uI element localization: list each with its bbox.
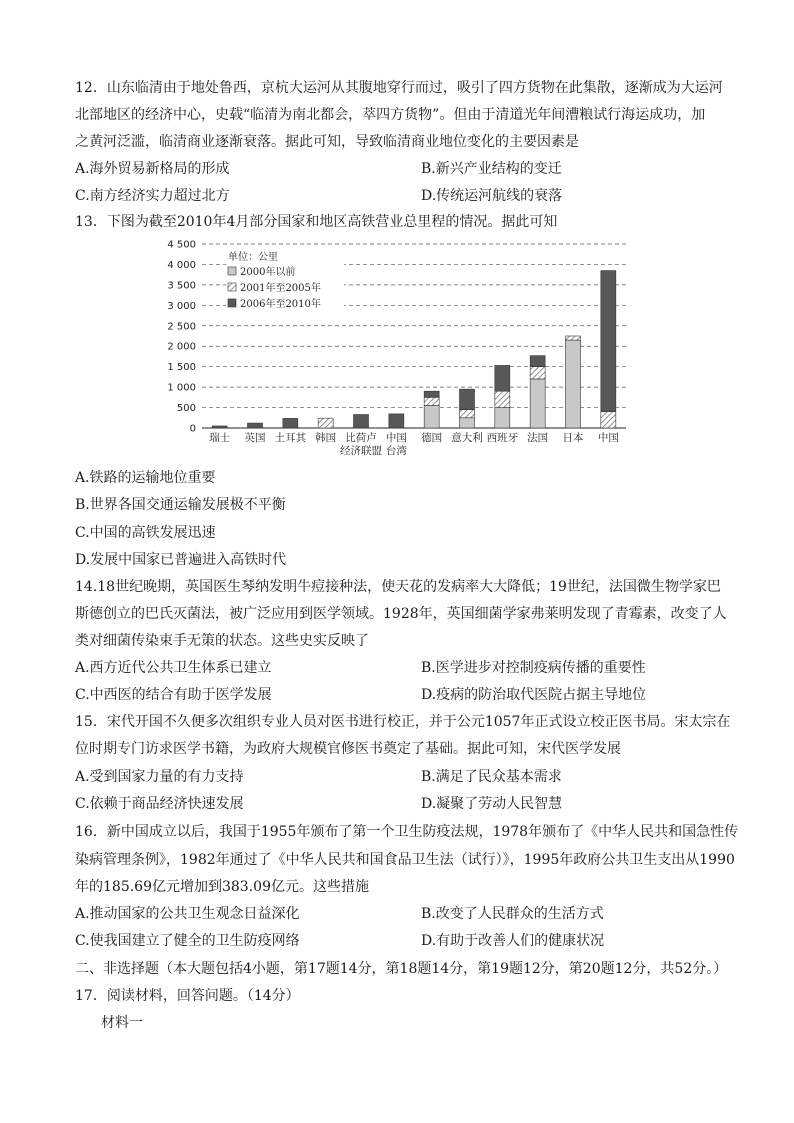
q12-stem-line-3: 之黄河泛滥，临清商业逐渐衰落。据此可知，导致临清商业地位变化的主要因素是 — [75, 134, 579, 150]
x-category-label: 韩国 — [315, 432, 337, 444]
x-category-label: 中国 — [385, 432, 407, 444]
bar-segment — [389, 414, 404, 428]
bar-segment — [495, 391, 510, 407]
q14-option-d[interactable]: D.疫病的防治取代医院占据主导地位 — [421, 687, 647, 703]
q13-option-d[interactable]: D.发展中国家已普遍进入高铁时代 — [75, 552, 287, 568]
legend — [226, 249, 344, 313]
bar-segment — [424, 397, 439, 405]
y-tick-label: 3 500 — [167, 280, 196, 292]
high-speed-rail-chart — [160, 236, 630, 458]
x-category-label: 西班牙 — [486, 432, 519, 444]
bar-segment — [566, 336, 581, 340]
q16-option-d[interactable]: D.有助于改善人们的健康状况 — [421, 933, 605, 949]
legend-swatch-2006-2010 — [228, 299, 236, 307]
y-tick-label: 4 000 — [167, 259, 196, 271]
y-tick-label: 1 500 — [167, 362, 196, 374]
legend-swatch-2001-2005 — [228, 283, 236, 291]
q13-option-a[interactable]: A.铁路的运输地位重要 — [75, 470, 216, 486]
legend-label-2006-2010: 2006年至2010年 — [240, 299, 321, 310]
legend-label-2000: 2000年以前 — [240, 267, 296, 278]
bar-segment — [530, 367, 545, 379]
x-category-label: 中国 — [597, 432, 619, 444]
y-tick-label: 500 — [176, 403, 196, 415]
bar-segment — [318, 418, 333, 428]
q12-stem-line-2: 北部地区的经济中心，史载“临清为南北都会，萃四方货物”。但由于清道光年间漕粮试行海运成功，加 — [75, 107, 706, 123]
bar-segment — [212, 426, 227, 428]
x-category-label: 比荷卢 — [345, 432, 377, 444]
q16-stem-line-1: 16．新中国成立以后，我国于1955年颁布了第一个卫生防疫法规，1978年颁布了《中华人民共和国急性传 — [75, 824, 739, 840]
bar-segment — [530, 379, 545, 428]
y-tick-label: 0 — [189, 423, 196, 435]
y-tick-label: 2 000 — [167, 341, 196, 353]
x-category-label-line-2: 台湾 — [385, 445, 407, 457]
legend-label-2001-2005: 2001年至2005年 — [240, 283, 321, 294]
x-category-label: 德国 — [421, 432, 443, 444]
y-tick-label: 4 500 — [167, 239, 196, 251]
q13-option-b[interactable]: B.世界各国交通运输发展极不平衡 — [75, 497, 286, 513]
bar-segment — [495, 365, 510, 391]
q12-stem-line-1: 12．山东临清由于地处鲁西，京杭大运河从其腹地穿行而过，吸引了四方货物在此集散，逐渐成为大运河 — [75, 80, 723, 96]
material-1-label: 材料一 — [101, 1015, 143, 1031]
bar-segment — [460, 389, 475, 409]
q15-option-a[interactable]: A.受到国家力量的有力支持 — [75, 769, 244, 785]
y-tick-label: 3 000 — [167, 300, 196, 312]
bar-segment — [424, 406, 439, 428]
x-category-label: 法国 — [527, 432, 549, 444]
x-category-label: 意大利 — [451, 432, 483, 444]
q13-option-c[interactable]: C.中国的高铁发展迅速 — [75, 525, 216, 541]
q14-stem-line-3: 类对细菌传染束手无策的状态。这些史实反映了 — [75, 633, 369, 649]
q15-stem-line-1: 15．宋代开国不久便多次组织专业人员对医书进行校正，并于公元1057年正式设立校正医书局。宋太宗在 — [75, 714, 731, 730]
bar-segment — [283, 418, 298, 428]
bar-segment — [530, 356, 545, 367]
q12-option-d[interactable]: D.传统运河航线的衰落 — [421, 188, 563, 204]
q12-option-c[interactable]: C.南方经济实力超过北方 — [75, 188, 230, 204]
q16-option-c[interactable]: C.使我国建立了健全的卫生防疫网络 — [75, 933, 300, 949]
bar-segment — [601, 271, 616, 412]
q16-stem-line-3: 年的185.69亿元增加到383.09亿元。这些措施 — [75, 879, 369, 895]
q14-option-a[interactable]: A.西方近代公共卫生体系已建立 — [75, 660, 272, 676]
section-2-heading: 二、非选择题（本大题包括4小题，第17题14分，第18题14分，第19题12分，第20题12分，共52分。） — [75, 961, 728, 977]
bar-segment — [495, 408, 510, 428]
q15-option-d[interactable]: D.凝聚了劳动人民智慧 — [421, 796, 563, 812]
x-axis-labels — [209, 431, 619, 457]
q12-option-b[interactable]: B.新兴产业结构的变迁 — [421, 161, 562, 177]
legend-swatch-2000 — [228, 267, 236, 275]
q15-option-b[interactable]: B.满足了民众基本需求 — [421, 769, 562, 785]
q13-stem: 13．下图为截至2010年4月部分国家和地区高铁营业总里程的情况。据此可知 — [75, 214, 558, 230]
bar-segment — [566, 340, 581, 428]
x-category-label-line-2: 经济联盟 — [340, 445, 382, 457]
bar-segment — [460, 418, 475, 428]
q14-stem-line-1: 14.18世纪晚期，英国医生琴纳发明牛痘接种法，使天花的发病率大大降低；19世纪，法国微生物学家巴 — [75, 579, 721, 595]
q17-stem: 17．阅读材料，回答问题。（14分） — [75, 988, 300, 1004]
bar-segment — [248, 423, 263, 428]
y-axis-ticks — [167, 240, 196, 435]
y-tick-label: 2 500 — [167, 321, 196, 333]
x-category-label: 英国 — [244, 432, 266, 444]
legend-unit: 单位：公里 — [228, 252, 278, 263]
q15-stem-line-2: 位时期专门访求医学书籍，为政府大规模官修医书奠定了基础。据此可知，宋代医学发展 — [75, 741, 621, 757]
q14-option-b[interactable]: B.医学进步对控制疫病传播的重要性 — [421, 660, 646, 676]
x-category-label: 土耳其 — [274, 432, 307, 444]
bar-segment — [354, 415, 369, 428]
q16-option-b[interactable]: B.改变了人民群众的生活方式 — [421, 906, 604, 922]
q14-option-c[interactable]: C.中西医的结合有助于医学发展 — [75, 687, 272, 703]
bar-segment — [601, 412, 616, 428]
q15-option-c[interactable]: C.依赖于商品经济快速发展 — [75, 796, 244, 812]
bar-segment — [424, 391, 439, 397]
q16-stem-line-2: 染病管理条例》，1982年通过了《中华人民共和国食品卫生法（试行）》，1995年政府公共卫生支出从1990 — [75, 852, 735, 868]
q16-option-a[interactable]: A.推动国家的公共卫生观念日益深化 — [75, 906, 300, 922]
bar-segment — [460, 410, 475, 418]
q14-stem-line-2: 斯德创立的巴氏灭菌法，被广泛应用到医学领域。1928年，英国细菌学家弗莱明发现了青霉素，改变了人 — [75, 606, 727, 622]
x-category-label: 日本 — [562, 432, 584, 444]
q12-option-a[interactable]: A.海外贸易新格局的形成 — [75, 161, 230, 177]
x-category-label: 瑞士 — [209, 432, 231, 444]
y-tick-label: 1 000 — [167, 382, 196, 394]
